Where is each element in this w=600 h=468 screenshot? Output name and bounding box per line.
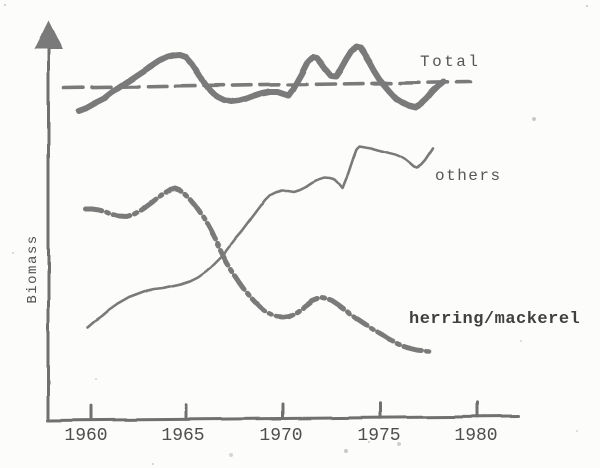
y-axis-label: Biomass <box>25 234 41 304</box>
x-tick-label-1980: 1980 <box>454 426 498 446</box>
scan-noise-speckles <box>0 0 2 2</box>
y-axis-arrowhead-icon <box>34 20 63 49</box>
others-series-label: others <box>435 167 502 185</box>
total-curve <box>78 48 443 112</box>
others-curve <box>87 146 433 327</box>
total-series-label: Total <box>420 53 481 71</box>
x-tick-label-1960: 1960 <box>64 426 108 446</box>
x-tick-label-1970: 1970 <box>259 426 303 446</box>
herring-mackerel-curve <box>85 189 432 352</box>
x-tick-label-1965: 1965 <box>161 426 205 446</box>
herring-mackerel-series-label: herring/mackerel <box>409 310 581 329</box>
x-tick-label-1975: 1975 <box>357 426 401 446</box>
axes-lines <box>48 44 518 420</box>
